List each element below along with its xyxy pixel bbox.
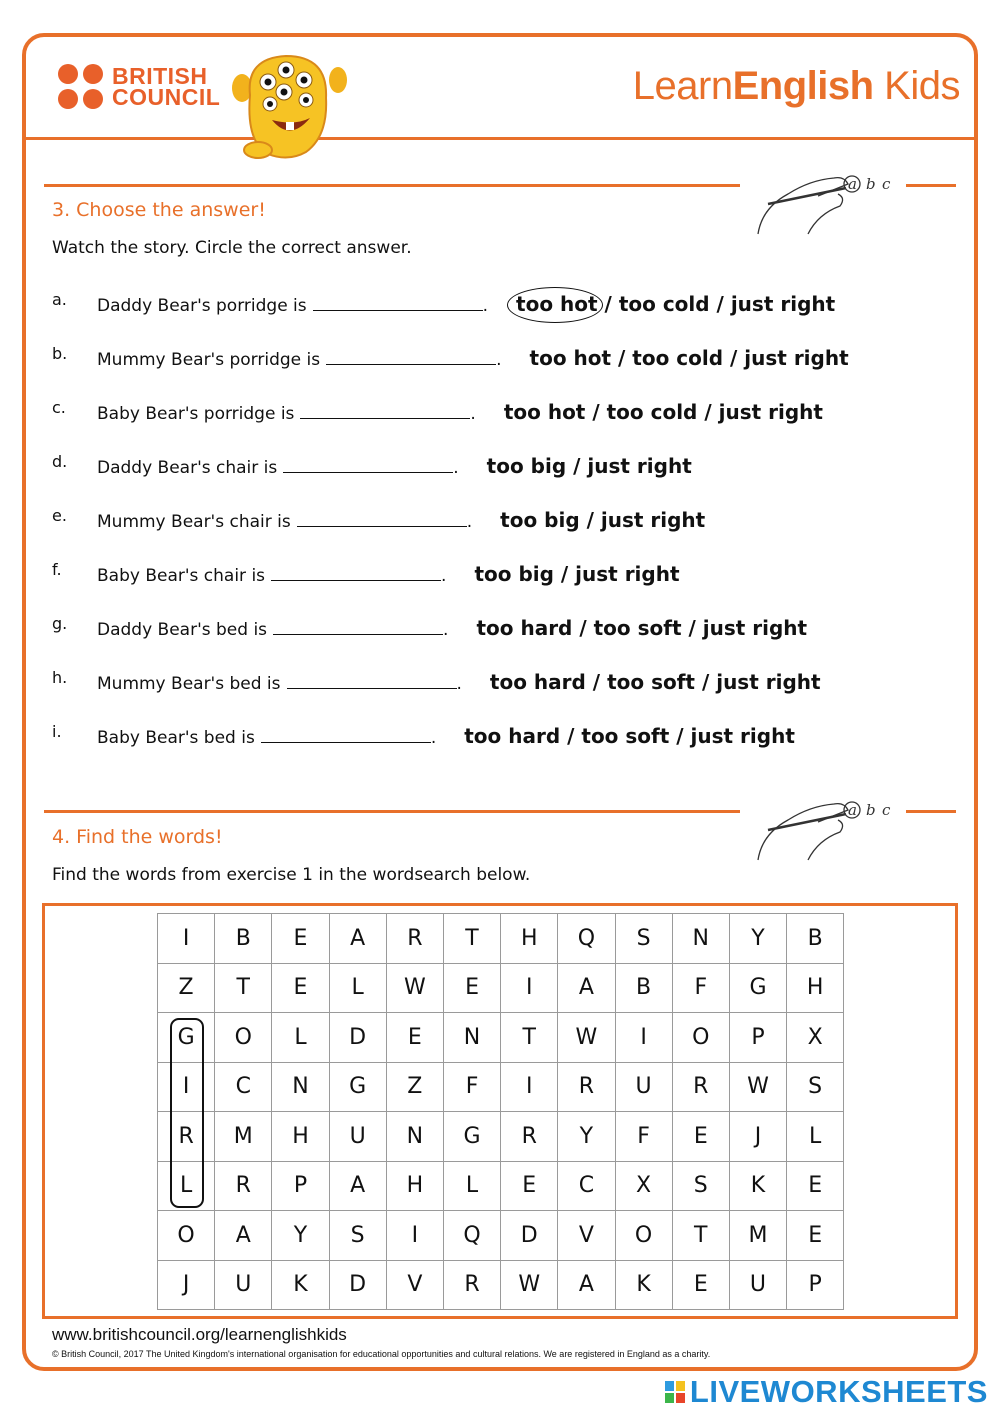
answer-options[interactable]: too hard / too soft / just right	[464, 724, 795, 748]
wordsearch-cell[interactable]: A	[558, 1260, 615, 1310]
wordsearch-cell[interactable]: Y	[272, 1211, 329, 1261]
wordsearch-cell[interactable]: W	[558, 1013, 615, 1063]
wordsearch-cell[interactable]: X	[787, 1013, 844, 1063]
question-end: .	[482, 296, 489, 316]
wordsearch-cell[interactable]: R	[158, 1112, 215, 1162]
question-end: .	[456, 674, 462, 694]
answer-options[interactable]: too hard / too soft / just right	[489, 670, 821, 694]
wordsearch-cell[interactable]: O	[672, 1013, 729, 1063]
wordsearch-cell[interactable]: A	[558, 963, 615, 1013]
hand-letter-b: b	[866, 801, 876, 819]
wordsearch-cell[interactable]: Z	[158, 963, 215, 1013]
wordsearch-cell[interactable]: A	[215, 1211, 272, 1261]
hand-letter-a: a	[848, 175, 857, 193]
answer-options[interactable]: too big / just right	[486, 454, 692, 478]
wordsearch-row	[158, 1161, 844, 1211]
liveworksheets-text: LIVEWORKSHEETS	[689, 1374, 988, 1409]
wordsearch-cell[interactable]: S	[615, 914, 672, 964]
section4-rule-left	[44, 810, 740, 813]
answer-circle	[507, 287, 603, 323]
question-letter: a.	[52, 290, 67, 309]
wordsearch-cell[interactable]: J	[158, 1260, 215, 1310]
wordsearch-cell[interactable]: O	[615, 1211, 672, 1261]
question-letter: b.	[52, 344, 68, 363]
answer-options[interactable]	[516, 292, 835, 316]
other-options[interactable]: / too cold / just right	[597, 292, 836, 316]
question-stem: Daddy Bear's porridge is	[97, 296, 307, 316]
wordsearch-cell[interactable]: A	[329, 914, 386, 964]
section3-title: 3. Choose the answer!	[52, 199, 266, 221]
question-end: .	[466, 512, 473, 532]
question-stem: Baby Bear's bed is	[97, 728, 255, 748]
wordsearch-cell[interactable]: L	[272, 1013, 329, 1063]
question-stem: Baby Bear's porridge is	[97, 404, 295, 424]
wordsearch-cell[interactable]: I	[386, 1211, 443, 1261]
wordsearch-cell[interactable]: K	[729, 1161, 786, 1211]
question-end: .	[443, 620, 449, 640]
section3-rule-left	[44, 184, 740, 187]
lek-learn: Learn	[632, 64, 733, 108]
question-letter: e.	[52, 506, 67, 525]
wordsearch-cell[interactable]: R	[386, 914, 443, 964]
hand-letter-c: c	[882, 801, 891, 819]
wordsearch-cell[interactable]: N	[272, 1062, 329, 1112]
wordsearch-cell[interactable]: E	[386, 1013, 443, 1063]
wordsearch-row	[158, 1211, 844, 1261]
section4-title: 4. Find the words!	[52, 826, 223, 848]
question-a	[52, 290, 952, 320]
wordsearch-cell[interactable]: Y	[558, 1112, 615, 1162]
wordsearch-cell[interactable]: D	[329, 1260, 386, 1310]
wordsearch-cell[interactable]: W	[501, 1260, 558, 1310]
question-end: .	[470, 404, 476, 424]
wordsearch-cell[interactable]: G	[329, 1062, 386, 1112]
wordsearch-cell[interactable]: E	[672, 1260, 729, 1310]
footer-copyright: © British Council, 2017 The United Kingdom's international organisation for educational opportunities and cultural relations. We are registered in England as a charity.	[52, 1349, 711, 1359]
question-stem: Baby Bear's chair is	[97, 566, 266, 586]
wordsearch-cell[interactable]: X	[615, 1161, 672, 1211]
answer-blank[interactable]	[283, 457, 453, 473]
wordsearch-cell[interactable]: T	[501, 1013, 558, 1063]
wordsearch-cell[interactable]: S	[672, 1161, 729, 1211]
wordsearch-cell[interactable]: E	[787, 1211, 844, 1261]
wordsearch-cell[interactable]: V	[386, 1260, 443, 1310]
question-letter: f.	[52, 560, 62, 579]
wordsearch-cell[interactable]: L	[443, 1161, 500, 1211]
wordsearch-cell[interactable]: I	[158, 914, 215, 964]
answer-blank[interactable]	[300, 403, 470, 419]
answer-options[interactable]: too hot / too cold / just right	[503, 400, 823, 424]
wordsearch-cell[interactable]: T	[672, 1211, 729, 1261]
bc-logo-line-1: BRITISH	[112, 62, 208, 89]
wordsearch-cell[interactable]: H	[787, 963, 844, 1013]
answer-blank[interactable]	[287, 673, 457, 689]
wordsearch-cell[interactable]: V	[558, 1211, 615, 1261]
wordsearch-cell[interactable]: L	[329, 963, 386, 1013]
wordsearch-cell[interactable]: G	[158, 1013, 215, 1063]
wordsearch-cell[interactable]: P	[787, 1260, 844, 1310]
wordsearch-cell[interactable]: B	[787, 914, 844, 964]
answer-options[interactable]: too hot / too cold / just right	[529, 346, 849, 370]
question-d	[52, 452, 952, 482]
answer-blank[interactable]	[273, 619, 443, 635]
wordsearch-cell[interactable]: N	[386, 1112, 443, 1162]
question-end: .	[496, 350, 502, 370]
wordsearch-cell[interactable]: R	[443, 1260, 500, 1310]
wordsearch-cell[interactable]: W	[386, 963, 443, 1013]
wordsearch-cell[interactable]: L	[787, 1112, 844, 1162]
monster-mascot-icon	[228, 50, 350, 162]
wordsearch-cell[interactable]: I	[158, 1062, 215, 1112]
wordsearch-cell[interactable]: H	[272, 1112, 329, 1162]
wordsearch-cell[interactable]: I	[501, 963, 558, 1013]
wordsearch-cell[interactable]: E	[501, 1161, 558, 1211]
wordsearch-cell[interactable]: D	[501, 1211, 558, 1261]
hand-letter-c: c	[882, 175, 891, 193]
wordsearch-cell[interactable]: Z	[386, 1062, 443, 1112]
wordsearch-row	[158, 1013, 844, 1063]
question-stem: Daddy Bear's bed is	[97, 620, 268, 640]
wordsearch-cell[interactable]: D	[329, 1013, 386, 1063]
wordsearch-cell[interactable]: I	[501, 1062, 558, 1112]
wordsearch-cell[interactable]: C	[215, 1062, 272, 1112]
question-letter: c.	[52, 398, 66, 417]
footer-url[interactable]: www.britishcouncil.org/learnenglishkids	[52, 1325, 347, 1344]
wordsearch-grid	[157, 913, 844, 1310]
answer-options[interactable]: too big / just right	[500, 508, 706, 532]
circled-option[interactable]: too hot	[516, 292, 598, 316]
answer-blank[interactable]	[271, 565, 441, 581]
question-e	[52, 506, 952, 536]
wordsearch-cell[interactable]: R	[501, 1112, 558, 1162]
wordsearch-cell[interactable]: G	[729, 963, 786, 1013]
wordsearch-cell[interactable]: A	[329, 1161, 386, 1211]
writing-hand-icon	[748, 168, 958, 240]
question-stem: Mummy Bear's porridge is	[97, 350, 321, 370]
wordsearch-row	[158, 1062, 844, 1112]
liveworksheets-logo	[664, 1374, 988, 1410]
question-g	[52, 614, 952, 644]
wordsearch-cell[interactable]: K	[615, 1260, 672, 1310]
british-council-logo	[58, 64, 220, 109]
wordsearch-cell[interactable]: H	[501, 914, 558, 964]
wordsearch-row	[158, 914, 844, 964]
question-letter: i.	[52, 722, 62, 741]
wordsearch-cell[interactable]: Q	[558, 914, 615, 964]
question-c	[52, 398, 952, 428]
question-letter: g.	[52, 614, 68, 633]
wordsearch-cell[interactable]: Y	[729, 914, 786, 964]
wordsearch-cell[interactable]: S	[329, 1211, 386, 1261]
wordsearch-cell[interactable]: M	[729, 1211, 786, 1261]
section4-instruction: Find the words from exercise 1 in the wordsearch below.	[52, 865, 531, 885]
wordsearch-cell[interactable]: N	[443, 1013, 500, 1063]
answer-blank[interactable]	[326, 349, 496, 365]
wordsearch-cell[interactable]: E	[272, 963, 329, 1013]
liveworksheets-icon	[664, 1380, 686, 1404]
wordsearch-cell[interactable]: L	[158, 1161, 215, 1211]
wordsearch-cell[interactable]: P	[272, 1161, 329, 1211]
lek-english: English	[732, 64, 874, 108]
wordsearch-cell[interactable]: R	[215, 1161, 272, 1211]
wordsearch-cell[interactable]: K	[272, 1260, 329, 1310]
question-end: .	[453, 458, 459, 478]
wordsearch-cell[interactable]: U	[215, 1260, 272, 1310]
wordsearch-cell[interactable]: E	[672, 1112, 729, 1162]
question-stem: Daddy Bear's chair is	[97, 458, 278, 478]
wordsearch-row	[158, 1112, 844, 1162]
wordsearch-cell[interactable]: H	[386, 1161, 443, 1211]
wordsearch-cell[interactable]: O	[215, 1013, 272, 1063]
wordsearch-cell[interactable]: O	[158, 1211, 215, 1261]
wordsearch-cell[interactable]: B	[215, 914, 272, 964]
question-stem: Mummy Bear's bed is	[97, 674, 281, 694]
wordsearch-cell[interactable]: W	[729, 1062, 786, 1112]
header-divider	[26, 137, 974, 140]
wordsearch-cell[interactable]: U	[329, 1112, 386, 1162]
hand-letter-b: b	[866, 175, 876, 193]
answer-options[interactable]: too hard / too soft / just right	[476, 616, 808, 640]
wordsearch-cell[interactable]: F	[672, 963, 729, 1013]
wordsearch-cell[interactable]: P	[729, 1013, 786, 1063]
wordsearch-cell[interactable]: T	[443, 914, 500, 964]
learnenglish-kids-logo	[633, 64, 960, 109]
wordsearch-cell[interactable]: E	[443, 963, 500, 1013]
wordsearch-cell[interactable]: R	[672, 1062, 729, 1112]
answer-blank[interactable]	[297, 511, 467, 527]
wordsearch-cell[interactable]: J	[729, 1112, 786, 1162]
question-stem: Mummy Bear's chair is	[97, 512, 291, 532]
question-letter: h.	[52, 668, 68, 687]
question-end: .	[441, 566, 447, 586]
wordsearch-cell[interactable]: R	[558, 1062, 615, 1112]
wordsearch-cell[interactable]: T	[215, 963, 272, 1013]
british-council-dots-icon	[58, 64, 103, 109]
bc-logo-line-2: COUNCIL	[112, 83, 221, 110]
question-letter: d.	[52, 452, 68, 471]
lek-kids: Kids	[873, 64, 960, 108]
answer-blank[interactable]	[261, 727, 431, 743]
wordsearch-cell[interactable]: M	[215, 1112, 272, 1162]
answer-options[interactable]: too big / just right	[474, 562, 680, 586]
wordsearch-cell[interactable]: F	[615, 1112, 672, 1162]
wordsearch-cell[interactable]: F	[443, 1062, 500, 1112]
wordsearch-cell[interactable]: U	[615, 1062, 672, 1112]
wordsearch-cell[interactable]: B	[615, 963, 672, 1013]
wordsearch-cell[interactable]: E	[272, 914, 329, 964]
wordsearch-row	[158, 1260, 844, 1310]
wordsearch-cell[interactable]: U	[729, 1260, 786, 1310]
writing-hand-icon	[748, 794, 958, 866]
wordsearch-cell[interactable]: I	[615, 1013, 672, 1063]
wordsearch-row	[158, 963, 844, 1013]
wordsearch-cell[interactable]: N	[672, 914, 729, 964]
answer-blank[interactable]	[313, 295, 483, 311]
question-f	[52, 560, 952, 590]
section3-instruction: Watch the story. Circle the correct answer.	[52, 238, 412, 258]
wordsearch-cell[interactable]: G	[443, 1112, 500, 1162]
wordsearch-cell[interactable]: Q	[443, 1211, 500, 1261]
hand-letter-a: a	[848, 801, 857, 819]
found-word-highlight	[170, 1018, 204, 1208]
wordsearch-cell[interactable]: C	[558, 1161, 615, 1211]
question-b	[52, 344, 952, 374]
wordsearch-cell[interactable]: E	[787, 1161, 844, 1211]
question-end: .	[430, 728, 437, 748]
wordsearch-cell[interactable]: S	[787, 1062, 844, 1112]
question-h	[52, 668, 952, 698]
question-i	[52, 722, 952, 752]
